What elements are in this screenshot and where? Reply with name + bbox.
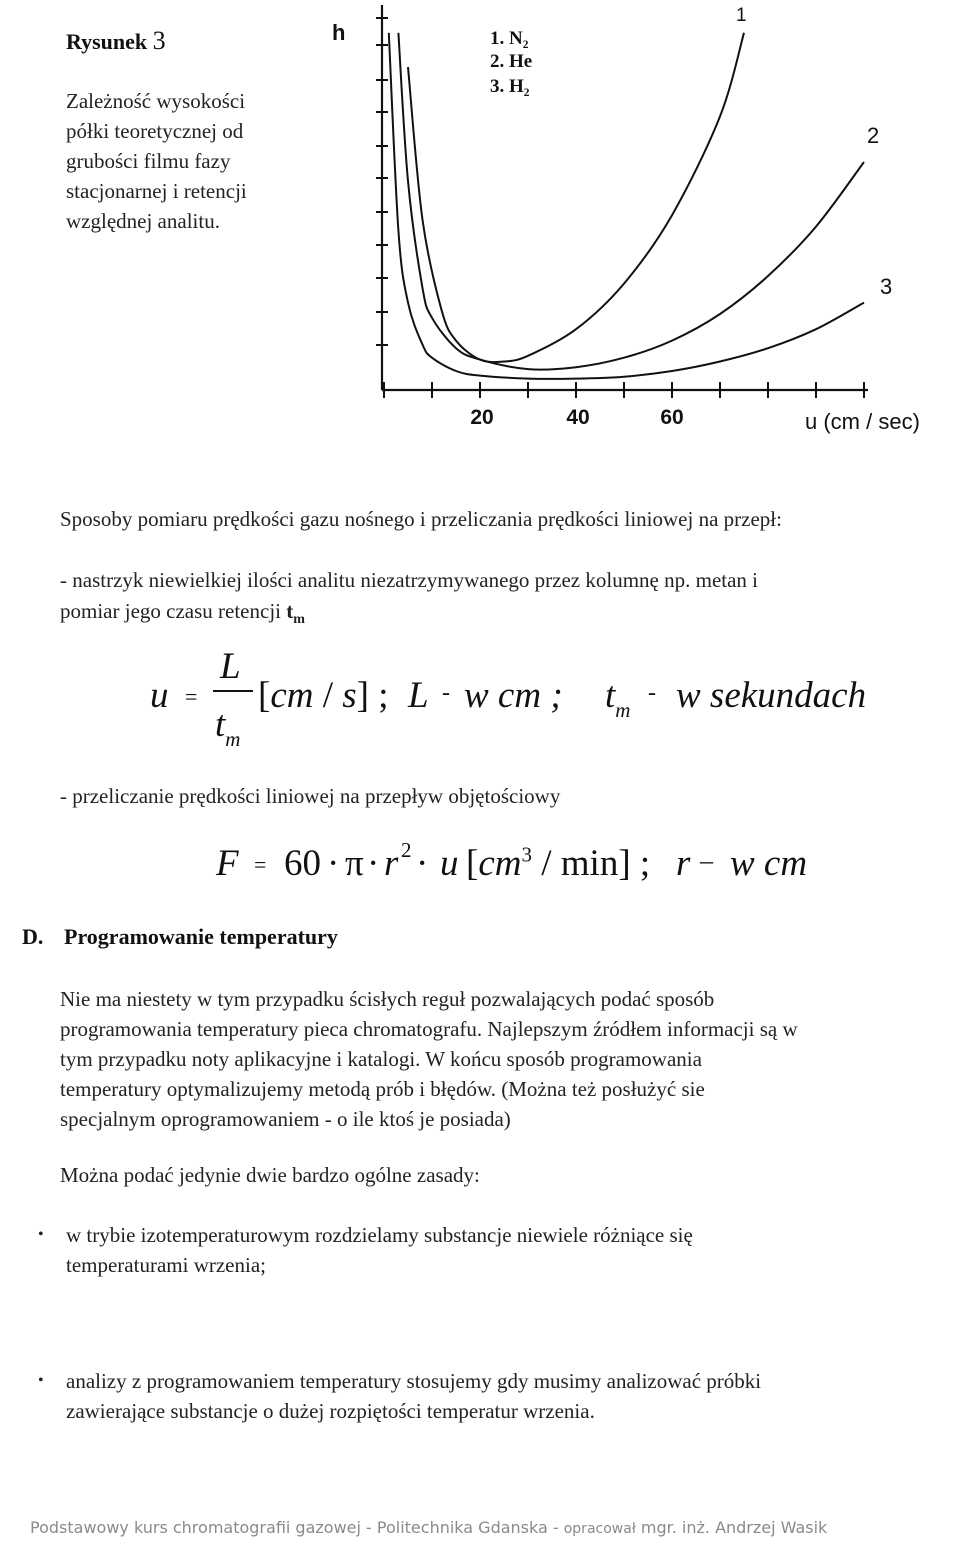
rule-item bbox=[38, 1220, 693, 1280]
page-footer bbox=[30, 1518, 827, 1537]
legend-entry-he: 2. He bbox=[490, 51, 533, 72]
x-tick-label: 40 bbox=[566, 406, 590, 429]
plate-height-chart bbox=[300, 0, 960, 450]
rule-line: zawierające substancje o dużej rozpiętości temperatur wrzenia. bbox=[66, 1399, 595, 1423]
body-line: tym przypadku noty aplikacyjne i katalogi. W końcu sposób programowania bbox=[60, 1047, 702, 1071]
section-letter: D. bbox=[22, 924, 44, 949]
rules-intro: Można podać jedynie dwie bardzo ogólne zasady: bbox=[60, 1163, 480, 1187]
formula-w-sekundach: w sekundach bbox=[676, 675, 867, 716]
bullet-mark: • bbox=[38, 1372, 44, 1389]
formula2-dot: · bbox=[327, 843, 340, 884]
formula-w-cm: w cm ; bbox=[464, 675, 563, 716]
caption-line: półki teoretycznej od bbox=[66, 119, 244, 143]
rule-item bbox=[38, 1366, 761, 1426]
x-axis-label: u (cm / sec) bbox=[805, 409, 920, 434]
figure-number: 3 bbox=[152, 26, 166, 55]
chart-curves bbox=[389, 33, 864, 379]
formula-dash: - bbox=[442, 680, 450, 706]
legend-entry-n2: 1. N₂ bbox=[490, 28, 529, 49]
bullet-mark: • bbox=[38, 1226, 44, 1243]
formula-u: u bbox=[150, 675, 169, 716]
formula-unit: [cm / s] ; bbox=[258, 675, 389, 716]
footer-author: mgr. inż. Andrzej Wasik bbox=[635, 1518, 828, 1537]
formula-dash: - bbox=[648, 680, 656, 706]
series-line-3 bbox=[389, 33, 864, 379]
caption-line: stacjonarnej i retencji bbox=[66, 179, 247, 203]
formula-denominator: $t_m$ bbox=[215, 704, 241, 751]
section-heading bbox=[22, 924, 338, 950]
formula2-r-symbol: r bbox=[676, 843, 691, 884]
formula2-dash: – bbox=[700, 846, 713, 875]
method-1-line bbox=[60, 596, 758, 635]
figure-title bbox=[66, 26, 166, 56]
formula-tm: $t_m$ bbox=[605, 675, 631, 722]
y-axis bbox=[376, 5, 388, 390]
formula-equals: = bbox=[185, 684, 198, 709]
tm-symbol: $t_m$ bbox=[286, 599, 305, 628]
caption-line: względnej analitu. bbox=[66, 209, 220, 233]
method-1-text: pomiar jego czasu retencji bbox=[60, 599, 287, 623]
series-label-3: 3 bbox=[880, 274, 893, 299]
series-line-1 bbox=[408, 33, 744, 362]
rule-line: w trybie izotemperaturowym rozdzielamy substancje niewiele różniące się bbox=[66, 1223, 693, 1247]
caption-line: Zależność wysokości bbox=[66, 89, 246, 113]
method-1-line: - nastrzyk niewielkiej ilości analitu niezatrzymywanego przez kolumnę np. metan i bbox=[60, 568, 759, 592]
formula-numerator: L bbox=[220, 646, 241, 687]
x-tick-label: 60 bbox=[660, 406, 684, 429]
method-2-paragraph: - przeliczanie prędkości liniowej na przepływ objętościowy bbox=[60, 784, 561, 808]
y-axis-label: h bbox=[332, 20, 346, 45]
caption-line: grubości filmu fazy bbox=[66, 149, 231, 173]
formula2-pi: π bbox=[345, 843, 364, 884]
figure-caption bbox=[66, 86, 306, 236]
footer-course: Podstawowy kurs chromatografii gazowej - Politechnika Gdanska - bbox=[30, 1518, 564, 1537]
formula2-exponent-2: 2 bbox=[401, 838, 412, 862]
formula2-w-cm: w cm bbox=[730, 843, 808, 884]
series-label-1: 1 bbox=[736, 5, 747, 26]
body-line: specjalnym oprogramowaniem - o ile ktoś je posiada) bbox=[60, 1107, 511, 1131]
method-1-paragraph bbox=[60, 565, 758, 635]
series-line-2 bbox=[398, 33, 864, 370]
formula2-dot: · bbox=[416, 843, 429, 884]
section-title: Programowanie temperatury bbox=[64, 924, 338, 949]
rule-line: temperaturami wrzenia; bbox=[66, 1253, 266, 1277]
series-label-2: 2 bbox=[867, 123, 880, 148]
x-axis bbox=[382, 382, 868, 398]
legend-entry-h2: 3. H₂ bbox=[490, 76, 530, 97]
formula2-r: r bbox=[384, 843, 399, 884]
body-line: temperatury optymalizujemy metodą prób i błędów. (Można też posłużyć sie bbox=[60, 1077, 705, 1101]
intro-paragraph: Sposoby pomiaru prędkości gazu nośnego i przeliczania prędkości liniowej na przepł: bbox=[60, 507, 782, 531]
body-line: programowania temperatury pieca chromatografu. Najlepszym źródłem informacji są w bbox=[60, 1017, 798, 1041]
x-tick-label: 20 bbox=[470, 406, 494, 429]
figure-title-word: Rysunek bbox=[66, 29, 148, 54]
formula2-dot: · bbox=[367, 843, 380, 884]
formula2-unit: $[cm^3 / \min]$ ; bbox=[466, 842, 651, 884]
formula2-sixty: 60 bbox=[284, 843, 321, 884]
rule-line: analizy z programowaniem temperatury stosujemy gdy musimy analizować próbki bbox=[66, 1369, 762, 1393]
fraction-bar bbox=[213, 690, 253, 692]
formula2-u: u bbox=[440, 843, 459, 884]
formula2-F: F bbox=[216, 843, 239, 884]
footer-prepared-by: opracował bbox=[563, 1521, 636, 1537]
body-line: Nie ma niestety w tym przypadku ścisłych reguł pozwalających podać sposób bbox=[60, 987, 715, 1011]
formula2-equals: = bbox=[254, 852, 267, 877]
formula-L: L bbox=[408, 675, 429, 716]
section-body bbox=[60, 984, 798, 1134]
